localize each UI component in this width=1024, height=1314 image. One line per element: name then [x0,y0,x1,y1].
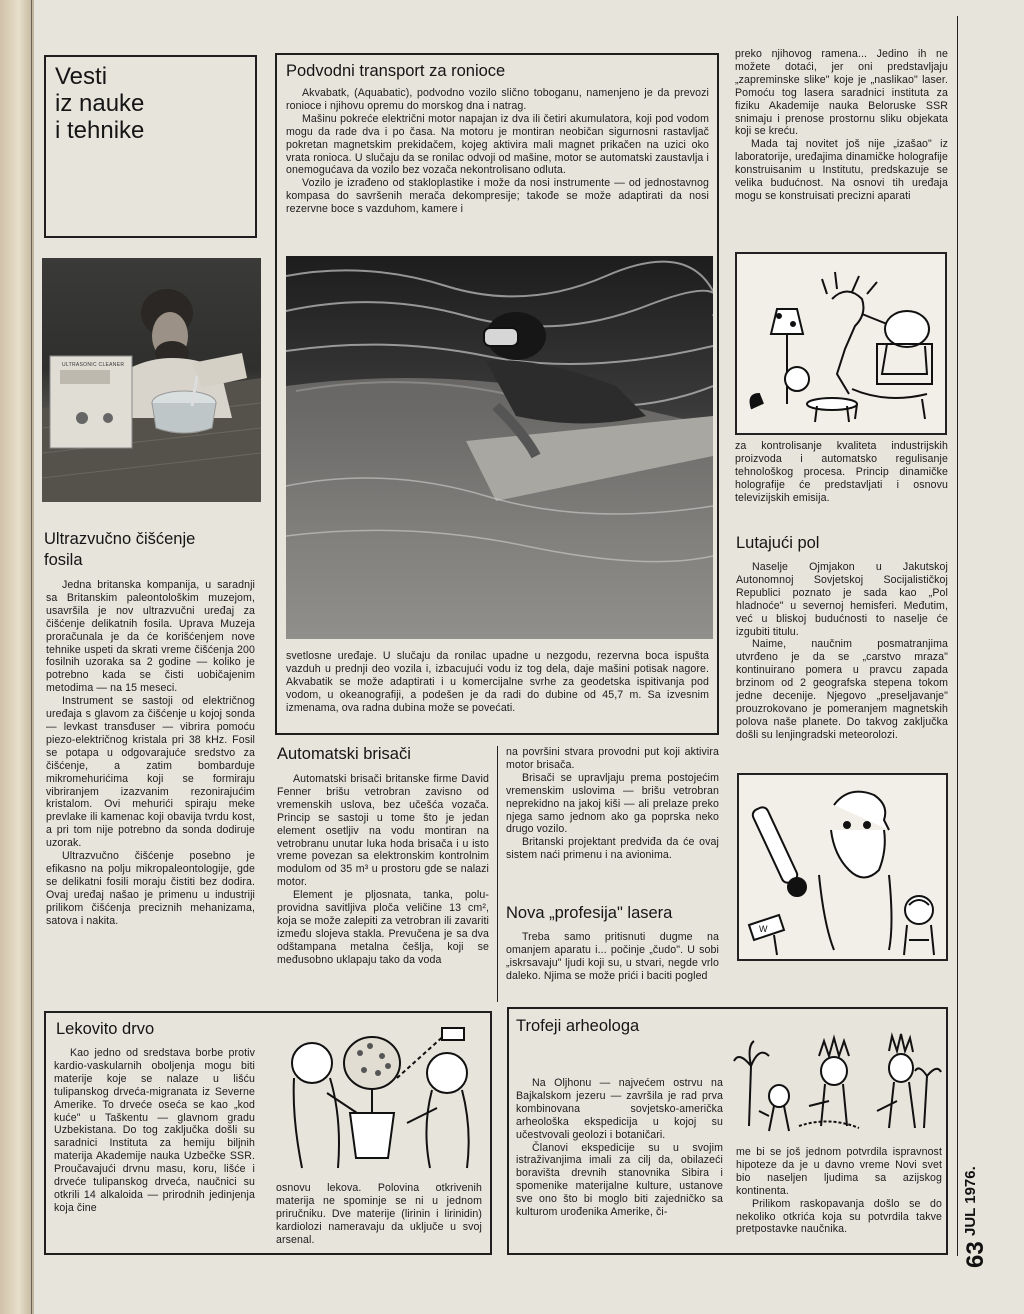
aquabatik-paragraph-1: Akvabatk, (Aquabatic), podvodno vozilo slično toboganu, namenjeno je da prevozi ronioce i njihovu opremu do morskog dna i natrag. [286,87,709,112]
section-title-line-1: Vesti [55,63,108,90]
laser-text [506,931,719,983]
wipers-paragraph-4: Brisači se upravljaju prema postojećim vremenskim uslovima — brišu vetrobran neprekidno na jakoj kiši — ali prelaze preko njega samo jednom ako ga poprska neko drugo vozilo. [506,771,719,836]
aquabatik-paragraph-4: svetlosne uređaje. U slučaju da ronilac upadne u nezgodu, rezervna boca ispušta vazduh u prednji deo vozila i, izbacujući vodu iz tog dela, daje mašini potisak nagore. Akvabatik se može adaptirati i u komercijalne svrhe za geodetska ispitivanja pod vodom, u okeanografiji, a podešen je da radi do dubine od 45,7 m. Sa izvesnim izmenama, ova radna dubina može se povećati. [286,650,709,714]
section-title [55,63,144,144]
magazine-spine [0,0,34,1314]
hologram-text-top [735,48,948,203]
trophies-title: Trofeji arheologa [516,1017,640,1035]
section-title-line-2: iz nauke [55,90,145,117]
ultrasound-paragraph-2: Instrument se sastoji od električnog uređaja s glavom za čišćenje u kojoj sonda — levkast transđuser — vibrira pomoću piezo-električnog kristala pri 38 kHz. Fosil se potapa u odgovarajuće sredstvo za čišćenje, a zatim bombarduje mikromehurićima koji se formiraju vibriranjem izazvanim rezonirajućim kristalom. Ovi mehurići spiraju meke prevlake ili kamenac koji obavija tvrdu kost, a pri tom nije potrebno da sonda dodiruje uzorak. [46,695,255,850]
ultrasound-title-line-2: fosila [44,551,83,569]
page-number: 63 [962,1241,989,1268]
tree-paragraph-1: Kao jedno od sredstava borbe protiv kardio-vaskularnih oboljenja mogu biti materije koje se nalaze u lišću tulipanskog drveća-migranata iz Severne Amerike. To drveće oseća se kao „kod kuće" u Taškentu — glavnom gradu Uzbekistana. Do tog zaključka došli su saradnici Instituta za hemiju biljnih materija Akademije nauka Uzbečke SSR. Proučavajući drvnu masu, koru, lišće i drveće tulipanskog drveća, naučnici su otkrili 14 alkaloida — prirodnih jedinjenja koja čine [54,1047,255,1214]
aquabatik-title: Podvodni transport za ronioce [286,62,506,80]
tree-cartoon [272,1018,486,1174]
tree-paragraph-2: osnovu lekova. Polovina otkrivenih materija ne spominje se ni u jednom priručniku. Dve materije (lirinin i lirinidin) kardiolozi nameravaju da uključe u svoj arsenal. [276,1182,482,1246]
pole-title: Lutajući pol [736,534,820,552]
wipers-title: Automatski brisači [277,745,411,763]
laser-paragraph-1: Treba samo pritisnuti dugme na omanjem aparatu i... počinje „čudo". U sobi „iskrsavaju" ljudi koji su, u stvari, negde vrlo daleko. Njima se može prići i baciti pogled [506,931,719,982]
hologram-text-bottom [735,440,948,505]
issue-date: JUL 1976. [962,1166,979,1236]
laser-title: Nova „profesija" lasera [506,904,673,922]
wipers-text-right [506,746,719,862]
trophies-text-right [736,1146,942,1236]
device-label: ULTRASONIC CLEANER [62,362,125,368]
pole-paragraph-1: Naselje Ojmjakon u Jakutskoj Autonomnoj Sovjetskoj Socijalističkoj Republici poznato je sada kao „Pol hladnoće" u severnoj hemisferi. Međutim, već u bliskoj budućnosti to naselje će izgubiti titulu. [736,561,948,638]
aquabatik-paragraph-2: Mašinu pokreće električni motor napajan iz dva ili četiri akumulatora, koji pod vodom mogu da rade dva i po časa. Na motoru je montiran neobičan sigurnosni rastavljač pokretan magnetskim prekidačem, kojeg aktivira mali magnet prikačen na uzici oko vrata ronioca. U slučaju da se ronilac odvoji od mašine, motor se automatski zaustavlja i onemogućava da vozilo bez vozača nekontrolisano odluta. [286,112,709,177]
pole-paragraph-2: Naime, naučnim posmatranjima utvrđeno je da se „carstvo mraza" kontinuirano pomera u pravcu zapada brzinom od 2 geografska stepena tokom jedne decenije. Njegovo „preseljavanje" prouzrokovano je pomeranjem magnetskih polova naše planete. Do takvog zaključka došli su lenjingradski meteorolozi. [736,638,948,741]
diver-photo [286,256,713,639]
frost-cartoon [737,773,948,961]
tree-title: Lekovito drvo [56,1020,155,1038]
hologram-paragraph-1: preko njihovog ramena... Jedino ih ne možete dotaći, jer oni predstavljaju „zapreminske slike" koje je „naslikao" laser. Pomoću tog lasera saradnici instituta za fiziku Akademije nauka Beloruske SSR snimaju i prenose prostornu sliku objekata koji se kreću. [735,48,948,138]
wipers-paragraph-2: Element je pljosnata, tanka, polu-providna savitljiva ploča veličine 13 cm², koja se može zalepiti za vetrobran ili zavariti između slojeva stakla. Prevučena je sa dva odštampana metalna češlja, koji se međusobno uklapaju tako da voda [277,889,489,966]
ultrasound-text [44,579,257,927]
trophies-paragraph-2: Članovi ekspedicije su u svojim istraživanjima imali za cilj da, obilazeći boravišta drevnih stanovnika Sibira i spomenike materijalne kulture, ustanove sve ono što bi moglo biti zajedničko sa kulturom urođenika Amerike, či- [516,1141,723,1219]
hologram-paragraph-2: Mada taj novitet još nije „izašao" iz laboratorije, uređajima dinamičke holografije konstruisanim u Institutu, predskazuje se velika budućnost. Na osnovi tih uređaja mogu se konstruisati precizni aparati [735,138,948,202]
trophies-paragraph-4: Prilikom raskopavanja došlo se do nekoliko otkrića koja su potvrdila takve pretpostavke naučnika. [736,1197,942,1236]
ultrasound-title [44,529,257,571]
tree-text-right [276,1182,482,1247]
section-title-box [44,55,257,238]
aquabatik-paragraph-3: Vozilo je izrađeno od stakloplastike i može da nosi instrumente — od jednostavnog kompasa do savršenih merača dekompresije; takođe se može adaptirati da nosi rezervne boce s vazduhom, kamere i [286,177,709,216]
aquabatik-text-bottom [286,650,709,715]
pole-text [736,561,948,742]
wipers-paragraph-3: na površini stvara provodni put koji aktivira motor brisača. [506,746,719,771]
wipers-title-rule [497,746,498,1002]
wipers-paragraph-1: Automatski brisači britanske firme David Fenner brišu vetrobran zavisno od vremenskih uslova, bez učešća vozača. Princip se sastoji u tome što je jedan element osetljiv na vodu montiran na vetrobranu unutar luka hoda brisača i u isto vreme povezan sa elektronskim kontrolnim modulom od 35 m³ u prostoru gde se nalazi motor. [277,773,489,889]
ultrasound-paragraph-1: Jedna britanska kompanija, u saradnji sa Britanskim paleontološkim muzejom, usavršila je nov ultrazvučni uređaj za čišćenje delikatnih fosila. Uprava Muzeja proračunala je da će korišćenjem nove tehnike uspeti da skrati vreme čišćenja 200 fosilnih uzoraka sa 2 godine — koliko je potrebno kada se čisti uobičajenim metodima — na 15 meseci. [46,579,255,695]
archaeology-cartoon [729,1016,943,1138]
ultrasound-paragraph-3: Ultrazvučno čišćenje posebno je efikasno na polju mikropaleontologije, gde se delikatni fosili moraju čistiti bez dodira. Ovaj uređaj našao je primenu u industriji prilikom čišćenja preciznih mehanizama, satova i nakita. [46,850,255,927]
right-column-rule [957,16,958,1256]
wipers-paragraph-5: Britanski projektant predviđa da će ovaj sistem naći primenu i na avionima. [506,836,719,862]
ultrasonic-cleaner-photo [42,258,261,502]
trophies-paragraph-3: me bi se još jednom potvrdila ispravnost hipoteze da je u davno vreme Novi svet bio naseljen ljudima sa azijskog kontinenta. [736,1146,942,1197]
svg-text:W: W [759,924,768,934]
tree-text-left [54,1047,255,1215]
ultrasound-title-line-1: Ultrazvučno čišćenje [44,530,196,548]
ultrasound-article [44,529,257,927]
trophies-paragraph-1: Na Oljhonu — najvećem ostrvu na Bajkalskom jezeru — završila je rad prva kombinovana sovjetsko-američka arheološka ekspedicija u kojoj su učestvovali geolozi i botaničari. [516,1077,723,1141]
hologram-cartoon [735,252,947,435]
section-title-line-3: i tehnike [55,117,145,144]
wipers-text-left [277,773,489,967]
hologram-paragraph-3: za kontrolisanje kvaliteta industrijskih proizvoda i automatsko regulisanje tehnološkog procesa. Princip dinamičke holografije će predstavljati i osnovu televizijskih emisija. [735,440,948,504]
trophies-text-left [516,1077,723,1219]
aquabatik-text-top [286,87,709,216]
